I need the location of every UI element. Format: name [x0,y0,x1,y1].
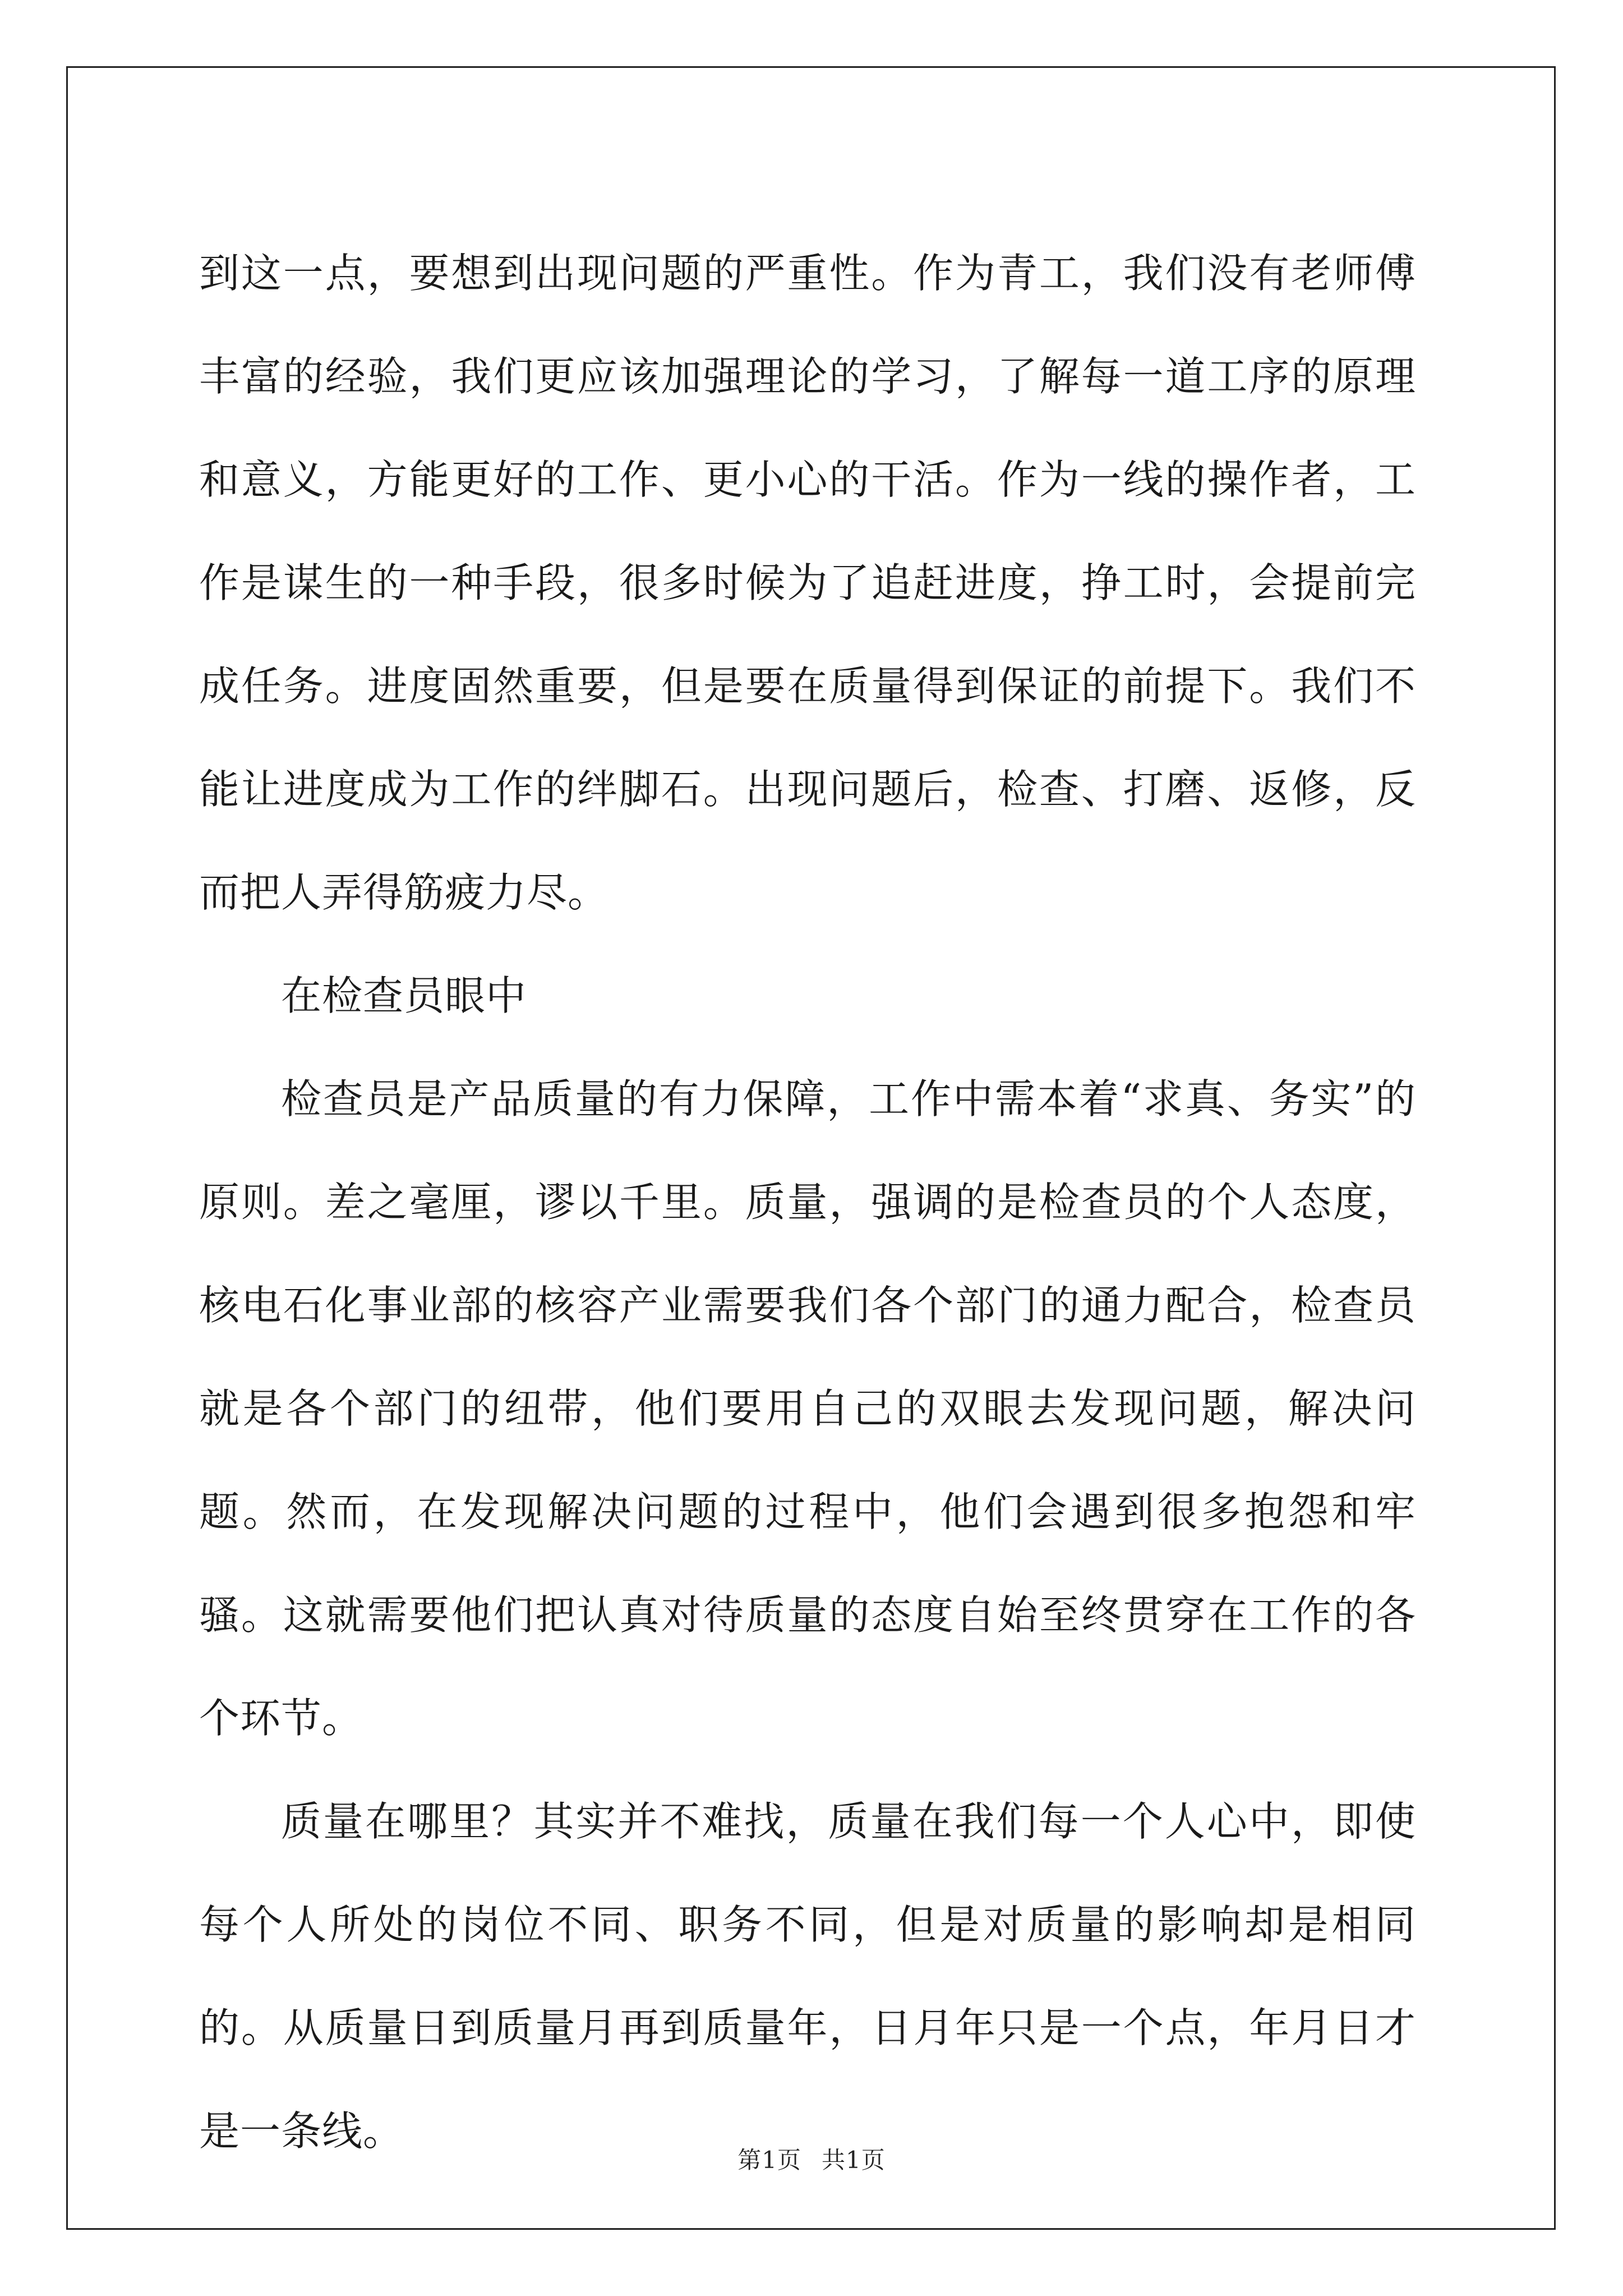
section-heading: 在检查员眼中 [281,972,527,1019]
page-footer [0,2142,1623,2175]
document-body [199,222,1416,2183]
page-total: 共1页 [822,2146,886,2174]
page-number: 第1页 [737,2146,801,2174]
paragraph-continuation: 到这一点，要想到出现问题的严重性。作为青工，我们没有老师傅丰富的经验，我们更应该加强理论的学习，了解每一道工序的原理和意义，方能更好的工作、更小心的干活。作为一线的操作者，工作是谋生的一种手段，很多时候为了追赶进度，挣工时，会提前完成任务。进度固然重要，但是要在质量得到保证的前提下。我们不能让进度成为工作的绊脚石。出现问题后，检查、打磨、返修，反而把人弄得筋疲力尽。 [199,250,1416,916]
paragraph-quality: 质量在哪里？其实并不难找，质量在我们每一个人心中，即使每个人所处的岗位不同、职务不同，但是对质量的影响却是相同的。从质量日到质量月再到质量年，日月年只是一个点，年月日才是一条线。 [199,1798,1416,2155]
paragraph-inspector: 检查员是产品质量的有力保障，工作中需本着“求真、务实”的原则。差之毫厘，谬以千里。质量，强调的是检查员的个人态度，核电石化事业部的核容产业需要我们各个部门的通力配合，检查员就是各个部门的纽带，他们要用自己的双眼去发现问题，解决问题。然而，在发现解决问题的过程中，他们会遇到很多抱怨和牢骚。这就需要他们把认真对待质量的态度自始至终贯穿在工作的各个环节。 [199,1075,1416,1742]
